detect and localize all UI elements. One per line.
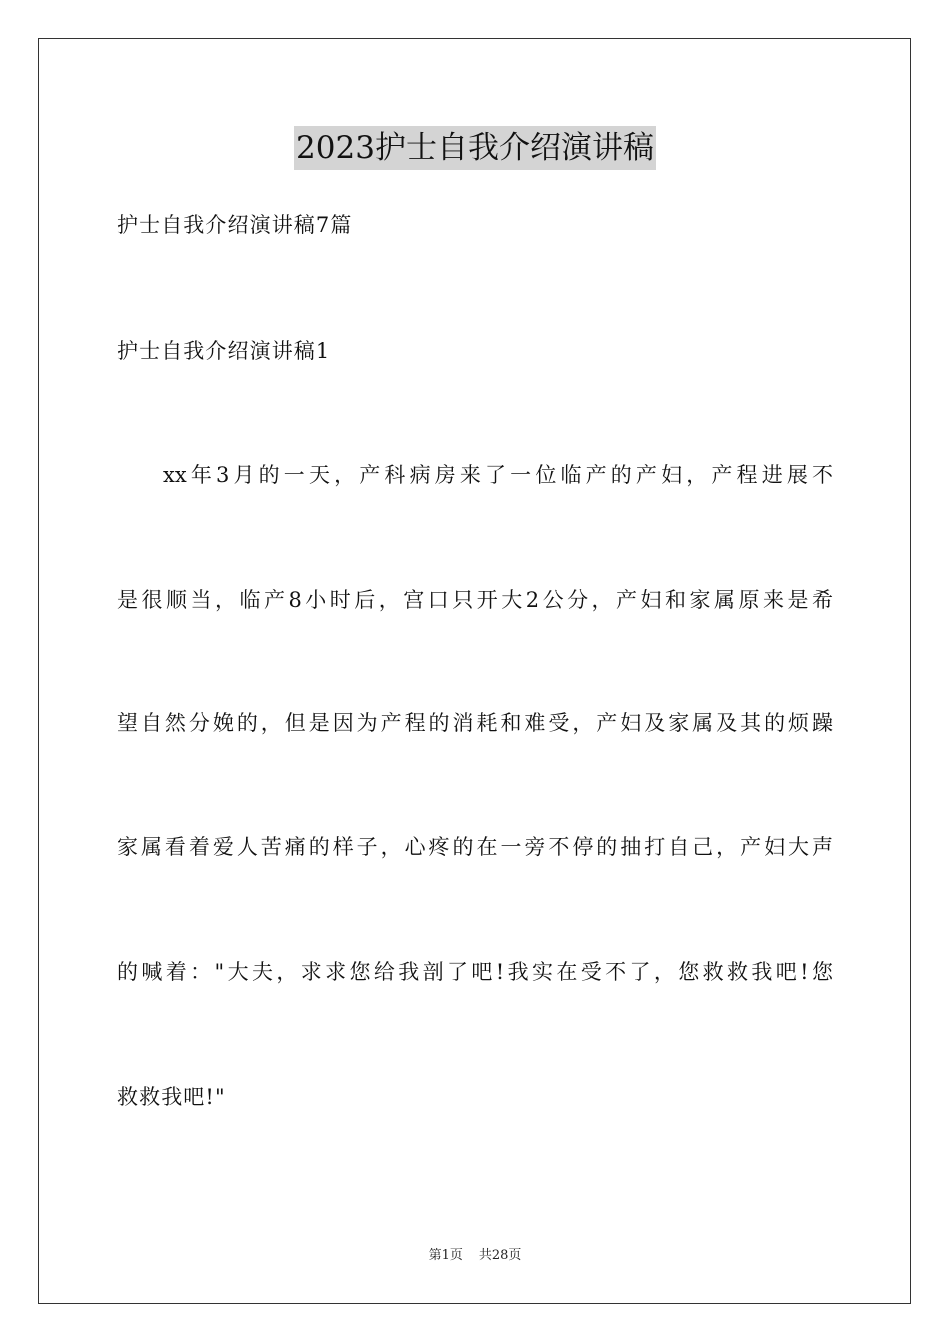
page-number: 第1页	[428, 1248, 463, 1263]
paragraph-line: 望自然分娩的，但是因为产程的消耗和难受，产妇及家属及其的烦躁	[117, 711, 833, 735]
document-title: 2023护士自我介绍演讲稿	[294, 126, 656, 170]
section-heading: 护士自我介绍演讲稿1	[117, 339, 331, 363]
total-pages: 共28页	[478, 1248, 522, 1263]
paragraph-line: 是很顺当，临产8小时后，宫口只开大2公分，产妇和家属原来是希	[117, 588, 833, 612]
paragraph-line: 救救我吧!"	[117, 1085, 226, 1109]
paragraph-line: 的喊着："大夫，求求您给我剖了吧!我实在受不了，您救救我吧!您	[117, 960, 833, 984]
paragraph-line: 家属看着爱人苦痛的样子，心疼的在一旁不停的抽打自己，产妇大声	[117, 835, 833, 859]
page-footer	[0, 1247, 950, 1265]
paragraph-line: xx年3月的一天，产科病房来了一位临产的产妇，产程进展不	[163, 463, 833, 487]
title-container	[0, 126, 950, 170]
document-subtitle: 护士自我介绍演讲稿7篇	[117, 213, 353, 237]
